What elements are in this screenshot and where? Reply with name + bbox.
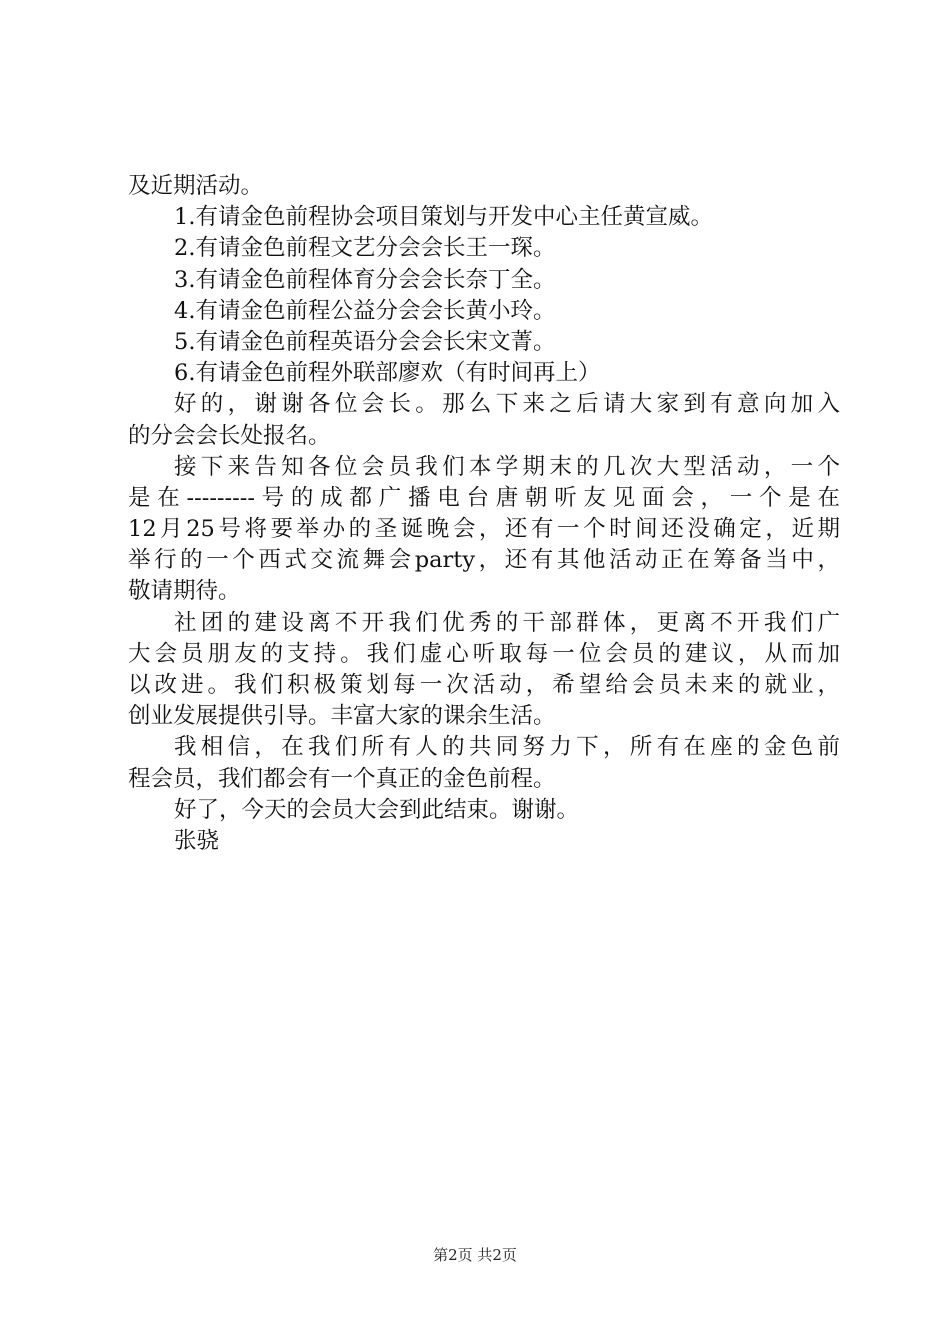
text-line: 好了，今天的会员大会到此结束。谢谢。	[174, 796, 580, 823]
text-line: 6.有请金色前程外联部廖欢（有时间再上）	[174, 360, 601, 387]
page-footer	[0, 1244, 950, 1265]
text-line: 接下来告知各位会员我们本学期末的几次大型活动，一个	[174, 453, 840, 480]
paragraph	[128, 795, 840, 826]
text-line: 的分会会长处报名。	[128, 422, 331, 449]
paragraph	[128, 171, 840, 202]
paragraph	[128, 732, 840, 794]
paragraph	[128, 608, 840, 733]
text-line: 1.有请金色前程协会项目策划与开发中心主任黄宣威。	[174, 204, 713, 231]
text-line: 12月25号将要举办的圣诞晚会，还有一个时间还没确定，近期	[128, 516, 840, 543]
page-number: 第2页 共2页	[433, 1246, 517, 1264]
text-line: 2.有请金色前程文艺分会会长王一琛。	[174, 235, 556, 262]
text-line: 是在---------号的成都广播电台唐朝听友见面会，一个是在	[128, 484, 840, 511]
text-line: 好的，谢谢各位会长。那么下来之后请大家到有意向加入	[174, 391, 840, 418]
text-line: 3.有请金色前程体育分会会长奈丁全。	[174, 266, 556, 293]
document-body	[128, 171, 840, 857]
paragraph	[128, 389, 840, 451]
text-line: 程会员，我们都会有一个真正的金色前程。	[128, 765, 556, 792]
paragraph	[128, 826, 840, 857]
text-line: 举行的一个西式交流舞会party，还有其他活动正在筹备当中，	[128, 547, 840, 574]
text-line: 及近期活动。	[128, 173, 264, 199]
text-line: 张骁	[174, 827, 220, 854]
paragraph	[128, 327, 840, 358]
text-line: 5.有请金色前程英语分会会长宋文菁。	[174, 328, 556, 355]
paragraph	[128, 233, 840, 264]
text-line: 社团的建设离不开我们优秀的干部群体，更离不开我们广	[174, 609, 840, 636]
paragraph	[128, 452, 840, 608]
text-line: 4.有请金色前程公益分会会长黄小玲。	[174, 297, 556, 324]
text-line: 敬请期待。	[128, 578, 241, 605]
paragraph	[128, 358, 840, 389]
text-line: 我相信，在我们所有人的共同努力下，所有在座的金色前	[174, 734, 840, 761]
paragraph	[128, 296, 840, 327]
paragraph	[128, 265, 840, 296]
text-line: 大会员朋友的支持。我们虚心听取每一位会员的建议，从而加	[128, 640, 840, 667]
paragraph	[128, 202, 840, 233]
text-line: 创业发展提供引导。丰富大家的课余生活。	[128, 703, 556, 730]
text-line: 以改进。我们积极策划每一次活动，希望给会员未来的就业，	[128, 672, 840, 698]
